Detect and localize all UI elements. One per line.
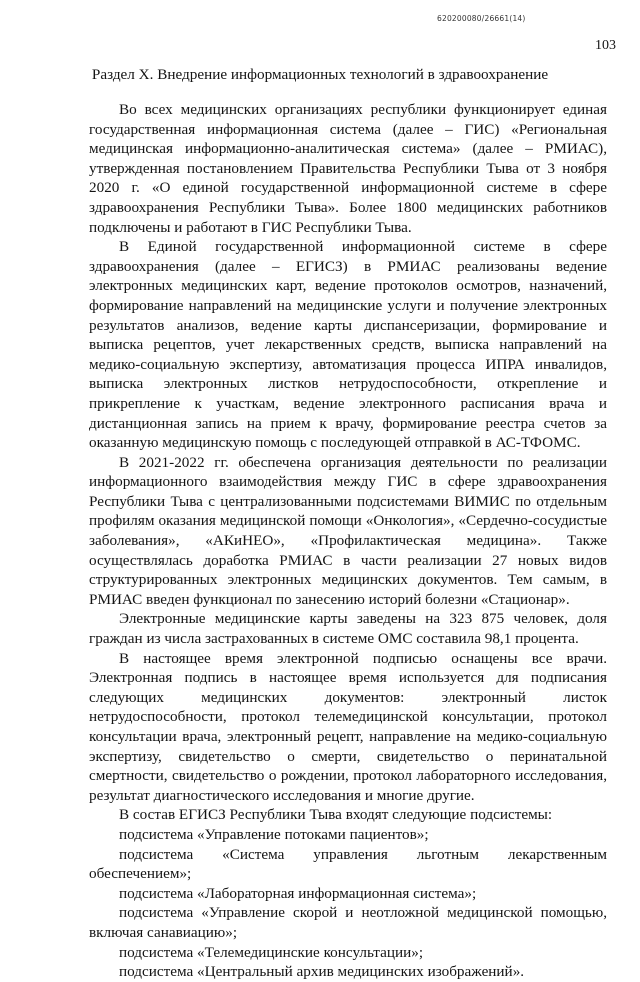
- page-number: 103: [595, 38, 616, 53]
- paragraph-emk-stats: Электронные медицинские карты заведены на 323 875 человек, доля граждан из числа застрахованных в системе ОМС составила 98,1 процента.: [89, 610, 607, 648]
- list-item: подсистема «Центральный архив медицинских изображений».: [119, 963, 525, 981]
- paragraph-subsystems-intro: В состав ЕГИСЗ Республики Тыва входят следующие подсистемы:: [119, 806, 553, 824]
- paragraph-e-signature: В настоящее время электронной подписью оснащены все врачи. Электронная подпись в настоящее время используется для подписания следующих медицинских документов: электронный листок нетрудоспособности, протокол телемедицинской консультации, протокол консультации врача, электронный рецепт, направление на медико-социальную экспертизу, свидетельство о смерти, свидетельство о перинатальной смертности, свидетельство о рождении, протокол лабораторного исследования, результат диагностического исследования и многие другие.: [89, 649, 607, 804]
- list-item: подсистема «Управление скорой и неотложной медицинской помощью, включая санавиацию»;: [89, 904, 607, 941]
- document-id: 620200080/26661(14): [437, 14, 526, 23]
- paragraph-egisz-features: В Единой государственной информационной системе в сфере здравоохранения (далее – ЕГИСЗ) в РМИАС реализованы ведение электронных медицинских карт, ведение протоколов осмотров, назначений, формирование направлений на медицинские услуги и получение электронных результатов анализов, ведение карты диспансеризации, формирование и выписка рецептов, учет лекарственных средств, выписка направлений на медико-социальную экспертизу, автоматизация процесса ИПРА инвалидов, выписка электронных листков нетрудоспособности, открепление и прикрепление к участкам, ведение электронного расписания врача и дистанционная запись на прием к врачу, формирование реестра счетов за оказанную медицинскую помощь с последующей отправкой в АС-ТФОМС.: [89, 238, 607, 452]
- list-item: подсистема «Управление потоками пациентов»;: [119, 825, 429, 843]
- section-title: Раздел X. Внедрение информационных технологий в здравоохранение: [91, 66, 549, 83]
- paragraph-gis-intro: Во всех медицинских организациях республики функционирует единая государственная информационная система (далее – ГИС) «Региональная медицинская информационно-аналитическая система» (далее – РМИАС), утвержденная постановлением Правительства Республики Тыва от 3 ноября 2020 г. «О единой государственной информационной системе в сфере здравоохранения Республики Тыва». Более 1800 медицинских работников подключены и работают в ГИС Республики Тыва.: [89, 101, 607, 236]
- list-item: подсистема «Телемедицинские консультации»;: [119, 943, 424, 961]
- document-body: [89, 100, 607, 982]
- paragraph-2021-2022: В 2021-2022 гг. обеспечена организация деятельности по реализации информационного взаимодействия между ГИС в сфере здравоохранения Республики Тыва с централизованными подсистемами ВИМИС по отдельным профилям оказания медицинской помощи «Онкология», «Сердечно-сосудистые заболевания», «АКиНЕО», «Профилактическая медицина». Также осуществлялась доработка РМИАС в части реализации 27 новых видов структурированных электронных медицинских документов. Тем самым, в РМИАС введен функционал по занесению историй болезни «Стационар».: [89, 453, 607, 608]
- list-item: подсистема «Лабораторная информационная система»;: [119, 884, 477, 902]
- list-item: подсистема «Система управления льготным лекарственным обеспечением»;: [89, 845, 607, 883]
